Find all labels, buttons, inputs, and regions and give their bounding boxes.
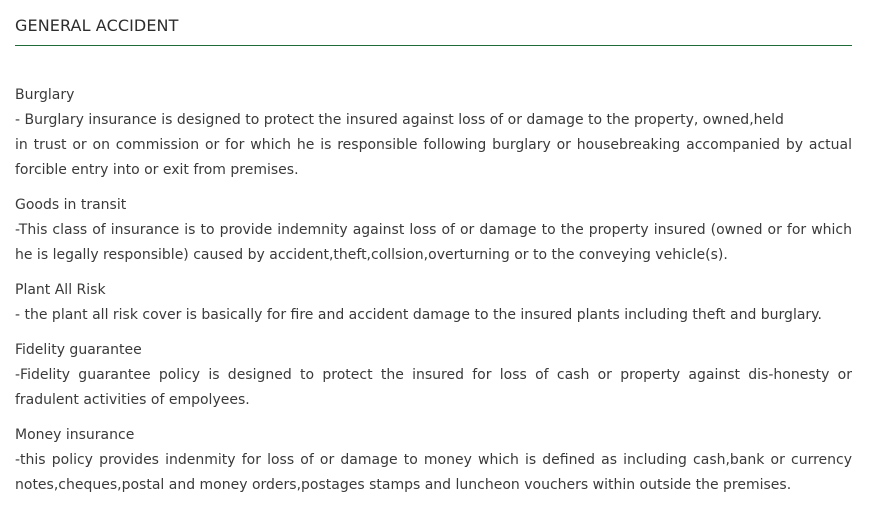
section-text: -Fidelity guarantee policy is designed to protect the insured for loss of cash or property against dis-honesty or fradulent activities of empolyees. <box>15 367 852 408</box>
section-title: Burglary <box>15 87 75 103</box>
section-text: -this policy provides indenmity for loss of or damage to money which is defined as including cash,bank or currency notes,cheques,postal and money orders,postages stamps and luncheon vouchers within outside the premises. <box>15 452 852 493</box>
section-burglary <box>15 83 852 183</box>
section-title: Fidelity guarantee <box>15 342 142 358</box>
section-title: Plant All Risk <box>15 282 106 298</box>
section-money-insurance <box>15 423 852 498</box>
section-text: - the plant all risk cover is basically for fire and accident damage to the insured plants including theft and burglary. <box>15 307 822 323</box>
section-fidelity-guarantee <box>15 338 852 413</box>
section-text: - Burglary insurance is designed to protect the insured against loss of or damage to the property, owned,held <box>15 112 784 128</box>
sections-list <box>15 83 852 498</box>
section-title: Money insurance <box>15 427 135 443</box>
page-title: GENERAL ACCIDENT <box>15 16 179 35</box>
title-divider <box>15 45 852 46</box>
section-goods-in-transit <box>15 193 852 268</box>
section-text: in trust or on commission or for which he is responsible following burglary or housebreaking accompanied by actual forcible entry into or exit from premises. <box>15 137 852 178</box>
section-plant-all-risk <box>15 278 852 328</box>
content-page <box>15 0 852 508</box>
section-text: -This class of insurance is to provide indemnity against loss of or damage to the property insured (owned or for which he is legally responsible) caused by accident,theft,collsion,overturning or to the conveying vehicle(s). <box>15 222 852 263</box>
section-title: Goods in transit <box>15 197 127 213</box>
